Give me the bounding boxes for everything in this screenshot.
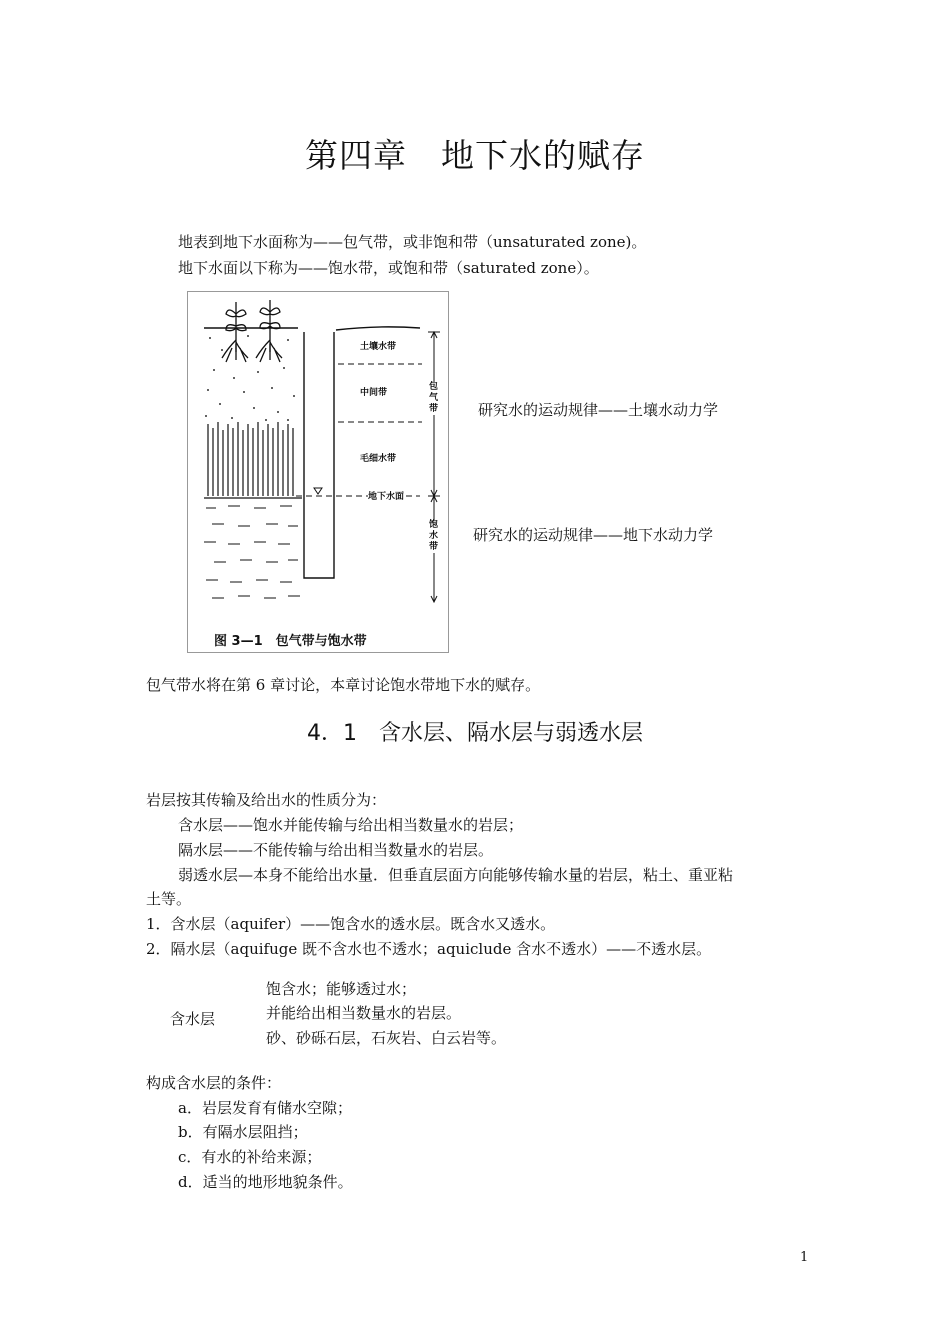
capillary-hatching — [208, 422, 293, 496]
intro-line-2: 地下水面以下称为——饱水带，或饱和带（saturated zone）。 — [178, 259, 599, 277]
list-item-aquifer: 1．含水层（aquifer）——饱含水的透水层。既含水又透水。 — [146, 915, 556, 933]
condition-a: a．岩层发育有储水空隙； — [178, 1099, 352, 1117]
soil-dots — [205, 335, 295, 421]
aquifuge-definition: 隔水层——不能传输与给出相当数量水的岩层。 — [178, 841, 494, 859]
zone-middle-label: 中间带 — [360, 388, 388, 398]
condition-d: d．适当的地形地貌条件。 — [178, 1173, 353, 1191]
zone-soil-label: 土壤水带 — [360, 342, 397, 352]
conditions-title: 构成含水层的条件： — [146, 1074, 282, 1092]
condition-b: b．有隔水层阻挡； — [178, 1123, 308, 1141]
vadose-zone-label: 包气带 — [428, 382, 438, 414]
water-table-label: 地下水面 — [368, 492, 405, 502]
saturated-zone-label: 饱水带 — [428, 520, 438, 552]
intro-line-1: 地表到地下水面称为——包气带，或非饱和带（unsaturated zone)。 — [178, 233, 647, 251]
aquifer-brace-line-2: 并能给出相当数量水的岩层。 — [266, 1004, 462, 1022]
soil-dynamics-note: 研究水的运动规律——土壤水动力学 — [478, 401, 719, 419]
plant-icon — [222, 302, 248, 362]
figure-caption: 图 3—1 包气带与饱水带 — [214, 634, 367, 649]
groundwater-dynamics-note: 研究水的运动规律——地下水动力学 — [473, 526, 714, 544]
vadose-note: 包气带水将在第 6 章讨论，本章讨论饱水带地下水的赋存。 — [146, 676, 541, 694]
list-item-aquifuge: 2．隔水层（aquifuge 既不含水也不透水；aquiclude 含水不透水）——不透水层。 — [146, 940, 712, 958]
zone-capillary-label: 毛细水带 — [360, 454, 397, 464]
water-table-marker-icon — [314, 488, 322, 494]
saturated-dashes — [204, 506, 300, 598]
aquifer-brace-label: 含水层 — [170, 1010, 216, 1028]
chapter-title: 第四章 地下水的赋存 — [305, 136, 645, 175]
aquitard-definition-line-1: 弱透水层—本身不能给出水量．但垂直层面方向能够传输水量的岩层，粘土、重亚粘 — [178, 866, 734, 884]
section-title: 4．1 含水层、隔水层与弱透水层 — [307, 721, 643, 746]
well-column — [304, 332, 334, 578]
aquitard-definition-line-2: 土等。 — [146, 890, 192, 908]
page-number: 1 — [800, 1250, 809, 1265]
aquifer-brace-line-3: 砂、砂砾石层，石灰岩、白云岩等。 — [266, 1029, 507, 1047]
aquifer-definition: 含水层——饱水并能传输与给出相当数量水的岩层； — [178, 816, 524, 834]
aquifer-brace-line-1: 饱含水；能够透过水； — [266, 980, 417, 998]
zone-diagram-figure — [187, 291, 449, 653]
classification-intro: 岩层按其传输及给出水的性质分为： — [146, 791, 387, 809]
plant-icon — [256, 300, 282, 362]
zone-diagram — [188, 292, 450, 654]
condition-c: c．有水的补给来源； — [178, 1148, 322, 1166]
